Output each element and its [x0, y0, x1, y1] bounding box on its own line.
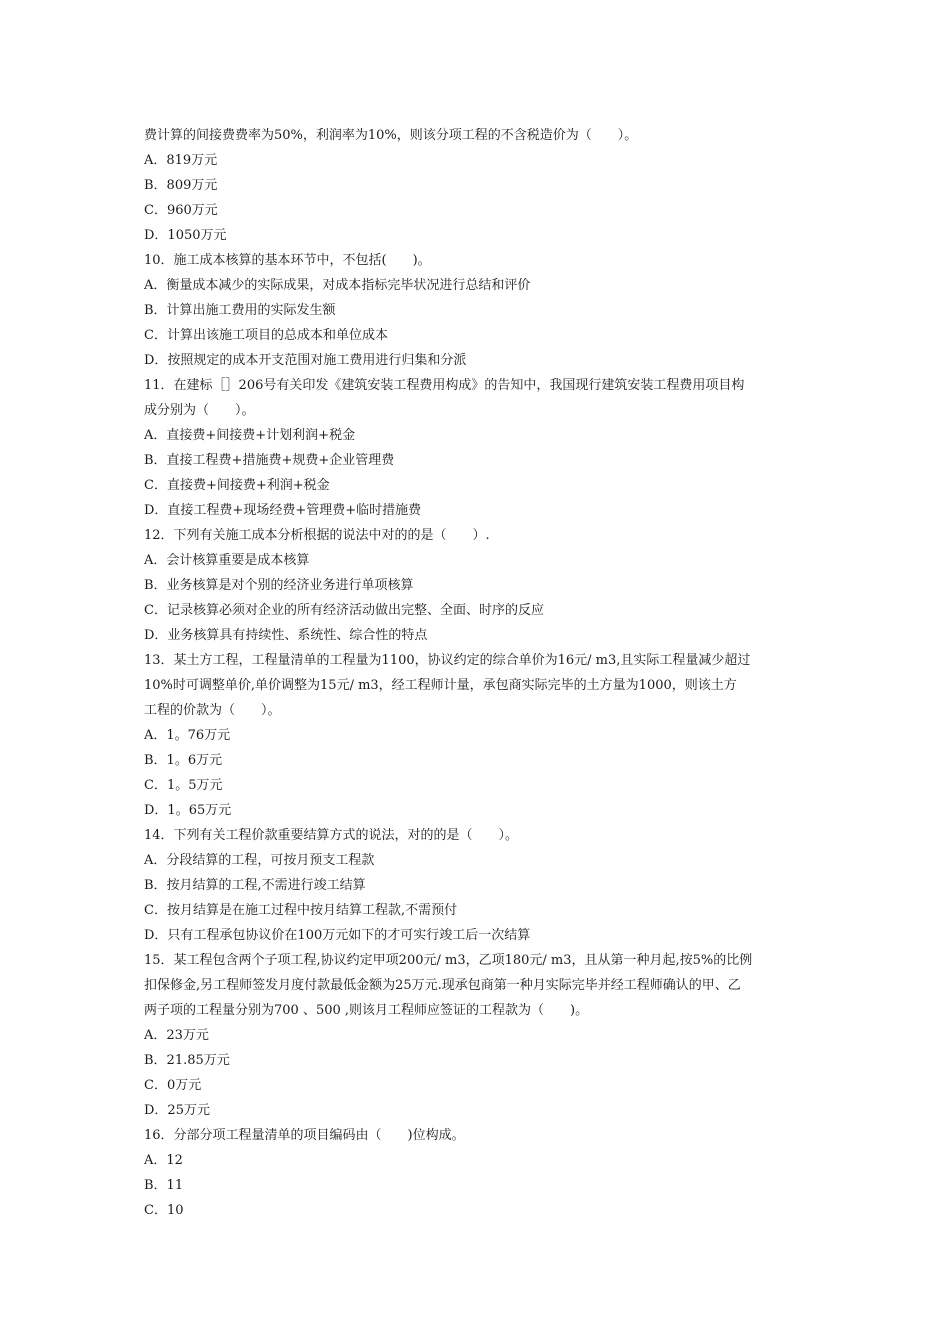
option-c: C．计算出该施工项目的总成本和单位成本 — [144, 328, 388, 343]
option-a: A．23万元 — [144, 1028, 209, 1043]
option-c: C．10 — [144, 1203, 184, 1218]
option-b: B．按月结算的工程,不需进行竣工结算 — [144, 878, 366, 893]
question-11: 11．在建标［］206号有关印发《建筑安装工程费用构成》的告知中，我国现行建筑安装工程费用项目构 — [144, 378, 745, 393]
text-line: 费计算的间接费费率为50%，利润率为10%，则该分项工程的不含税造价为（ ）。 — [144, 128, 638, 143]
option-c: C．直接费+间接费+利润+税金 — [144, 478, 330, 493]
question-13-cont: 10%时可调整单价,单价调整为15元/ m3，经工程师计量，承包商实际完毕的土方量为1000，则该土方 — [144, 678, 737, 693]
option-a: A．819万元 — [144, 153, 218, 168]
option-b: B．直接工程费+措施费+规费+企业管理费 — [144, 453, 395, 468]
option-b: B．1。6万元 — [144, 753, 223, 768]
option-a: A．衡量成本减少的实际成果，对成本指标完毕状况进行总结和评价 — [144, 278, 531, 293]
question-15-cont: 两子项的工程量分别为700 、500 ,则该月工程师应签证的工程款为（ )。 — [144, 1003, 589, 1018]
option-a: A．直接费+间接费+计划利润+税金 — [144, 428, 356, 443]
question-14: 14．下列有关工程价款重要结算方式的说法，对的的是（ ）。 — [144, 828, 519, 843]
option-c: C．960万元 — [144, 203, 218, 218]
option-b: B．21.85万元 — [144, 1053, 230, 1068]
option-b: B．11 — [144, 1178, 184, 1193]
option-a: A．会计核算重要是成本核算 — [144, 553, 310, 568]
question-10: 10．施工成本核算的基本环节中，不包括( )。 — [144, 253, 431, 268]
option-b: B．业务核算是对个别的经济业务进行单项核算 — [144, 578, 414, 593]
option-c: C．按月结算是在施工过程中按月结算工程款,不需预付 — [144, 903, 458, 918]
question-16: 16．分部分项工程量清单的项目编码由（ )位构成。 — [144, 1128, 465, 1143]
option-d: D．按照规定的成本开支范围对施工费用进行归集和分派 — [144, 353, 467, 368]
option-d: D．只有工程承包协议价在100万元如下的才可实行竣工后一次结算 — [144, 928, 531, 943]
option-a: A．分段结算的工程，可按月预支工程款 — [144, 853, 375, 868]
option-b: B．809万元 — [144, 178, 218, 193]
option-d: D．25万元 — [144, 1103, 210, 1118]
option-d: D．业务核算具有持续性、系统性、综合性的特点 — [144, 628, 428, 643]
option-c: C．0万元 — [144, 1078, 202, 1093]
option-d: D．1050万元 — [144, 228, 227, 243]
question-15-cont: 扣保修金,另工程师签发月度付款最低金额为25万元.现承包商第一种月实际完毕并经工程师确认的甲、乙 — [144, 978, 741, 993]
question-13-cont: 工程的价款为（ ）。 — [144, 703, 281, 718]
question-15: 15．某工程包含两个子项工程,协议约定甲项200元/ m3，乙项180元/ m3，且从第一种月起,按5%的比例 — [144, 953, 753, 968]
question-12: 12．下列有关施工成本分析根据的说法中对的的是（ ）. — [144, 528, 490, 543]
question-13: 13．某土方工程，工程量清单的工程量为1100，协议约定的综合单价为16元/ m3,且实际工程量减少超过 — [144, 653, 751, 668]
option-d: D．1。65万元 — [144, 803, 232, 818]
option-c: C．记录核算必须对企业的所有经济活动做出完整、全面、时序的反应 — [144, 603, 544, 618]
option-b: B．计算出施工费用的实际发生额 — [144, 303, 336, 318]
question-11-cont: 成分别为（ ）。 — [144, 403, 255, 418]
option-a: A．1。76万元 — [144, 728, 231, 743]
option-c: C．1。5万元 — [144, 778, 223, 793]
document-page — [144, 123, 810, 1223]
option-a: A．12 — [144, 1153, 183, 1168]
option-d: D．直接工程费+现场经费+管理费+临时措施费 — [144, 503, 422, 518]
